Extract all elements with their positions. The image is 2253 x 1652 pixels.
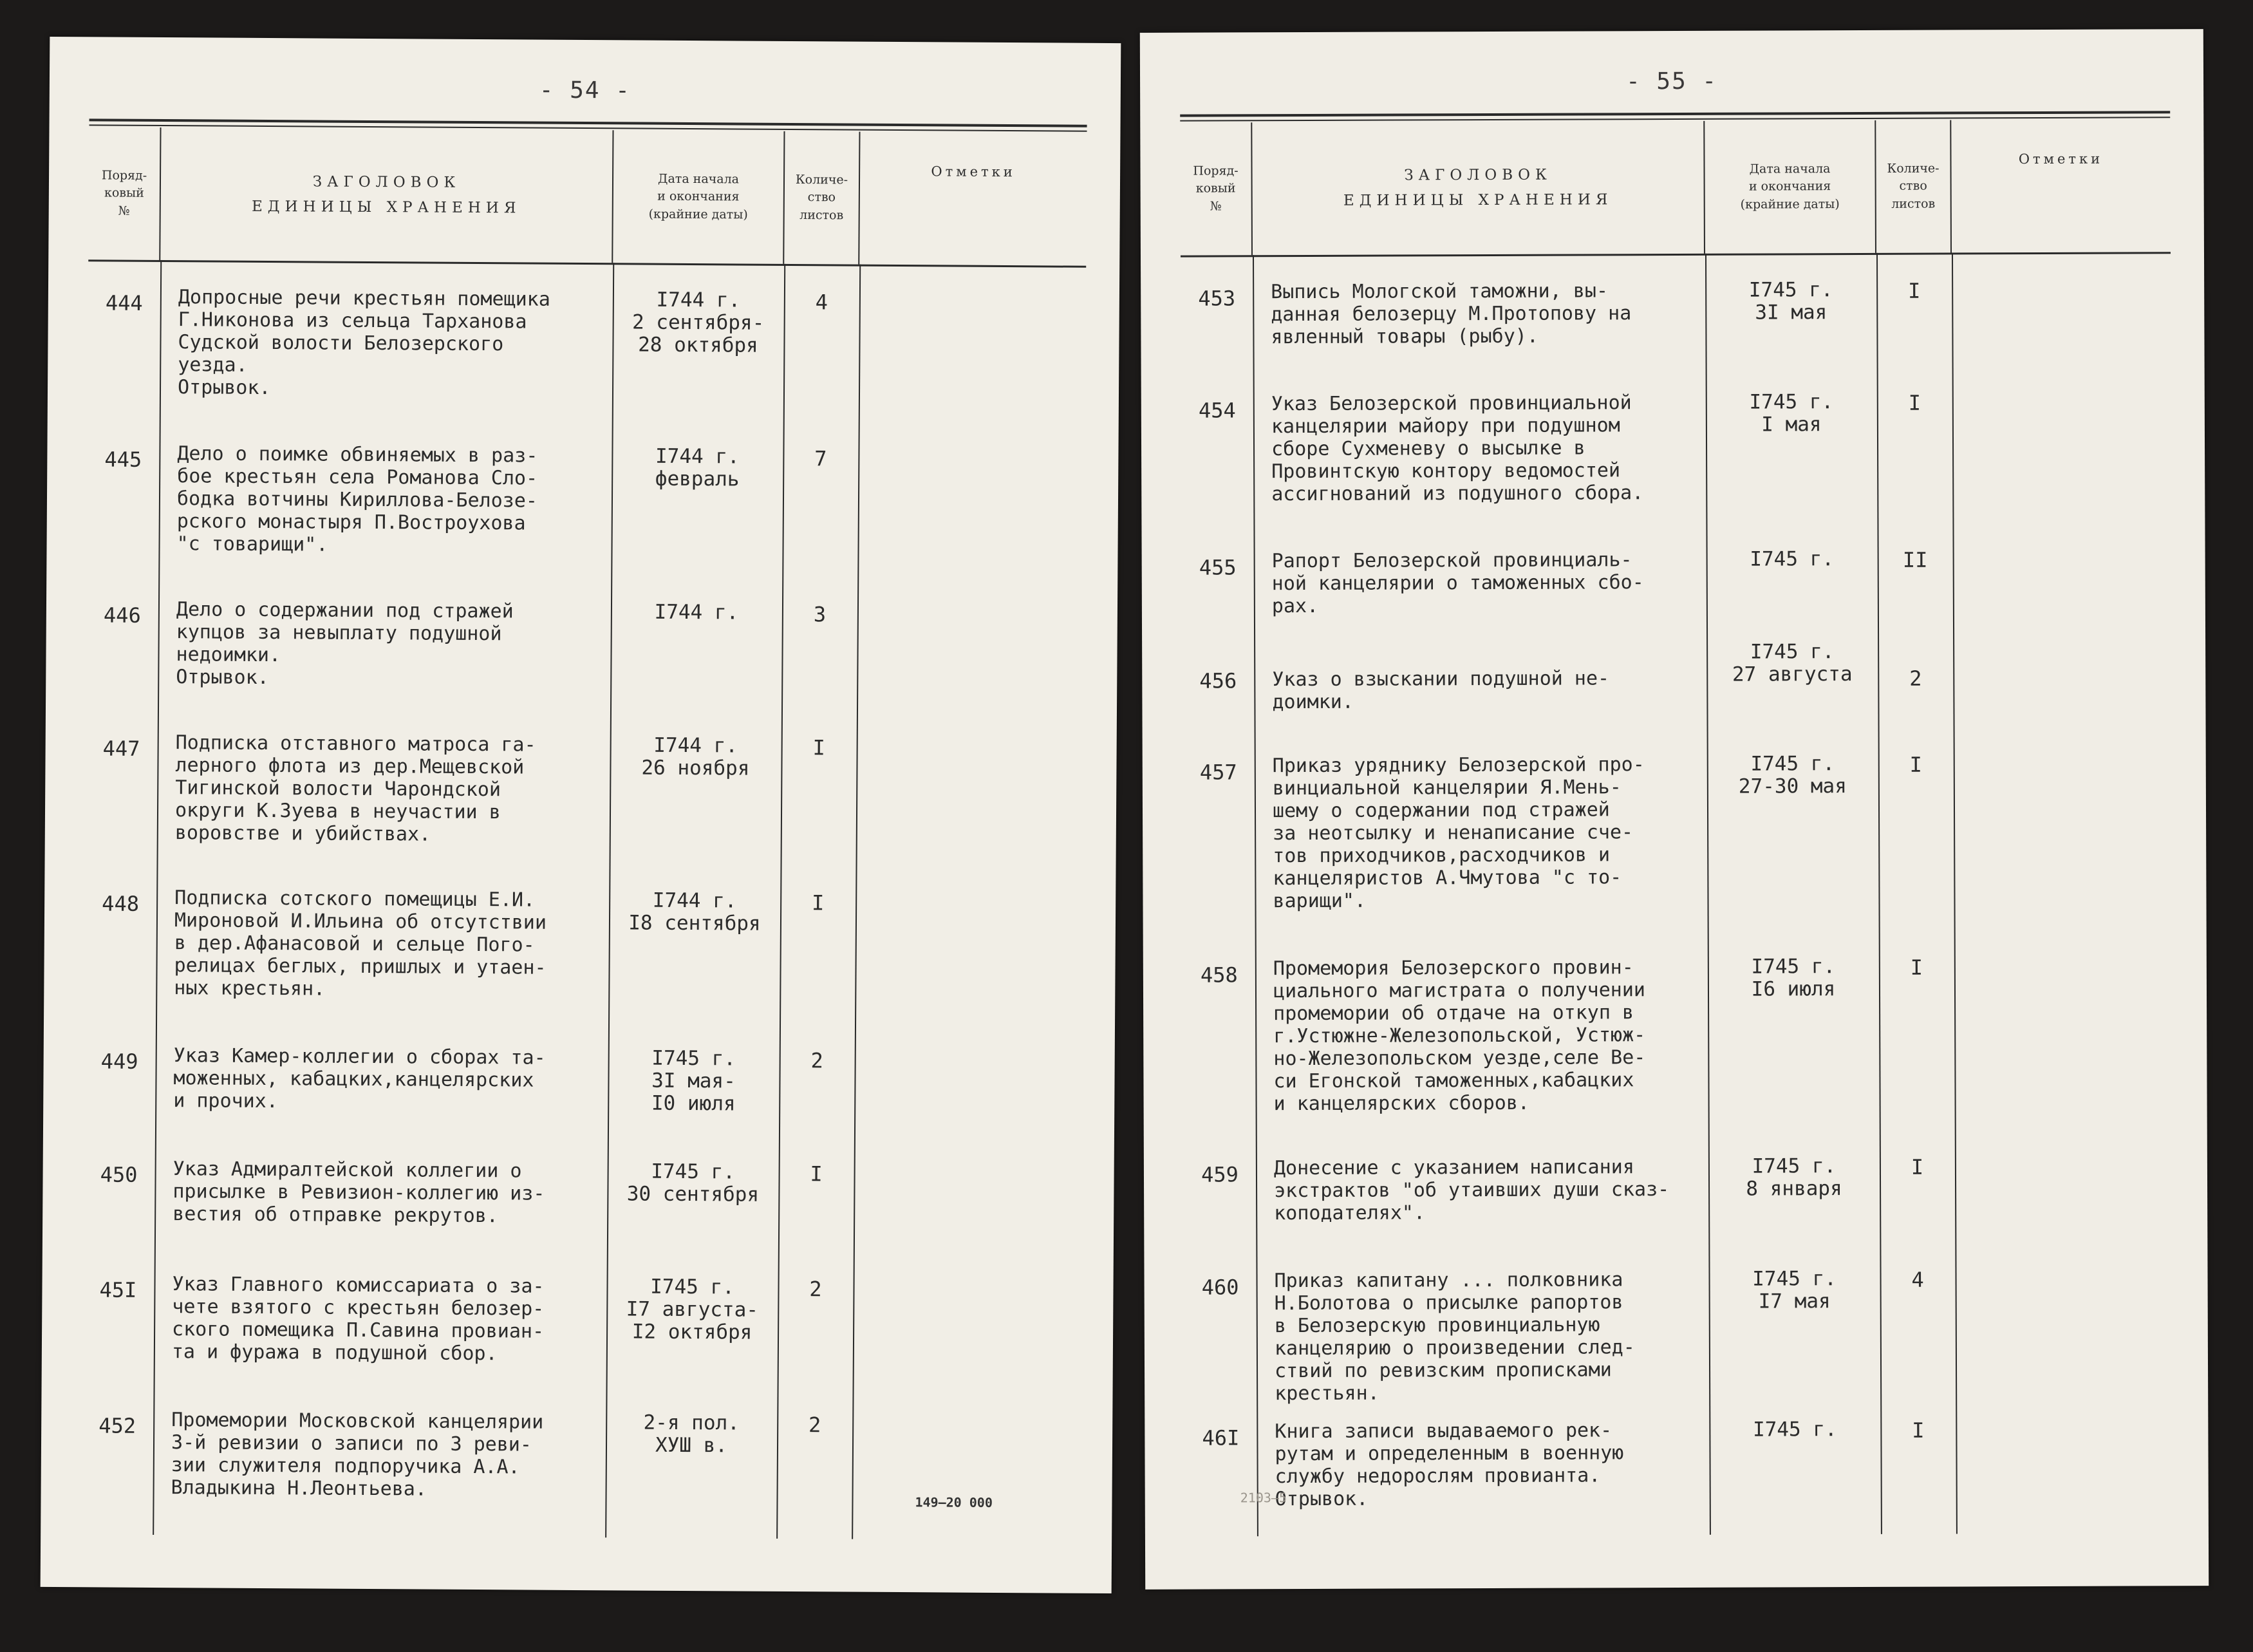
print-run-mark: 149—20 000 — [915, 1494, 993, 1510]
row-number: 456 — [1199, 668, 1237, 693]
row-sheets: 3 — [813, 602, 827, 627]
row-number: 449 — [100, 1049, 138, 1074]
header-dates: Дата начала и окончания (крайние даты) — [1705, 120, 1876, 254]
row-number: 459 — [1201, 1162, 1239, 1187]
row-dates: I745 г. I7 августа- I2 октября — [626, 1275, 759, 1344]
row-number: 444 — [105, 290, 143, 315]
row-sheets: 2 — [809, 1277, 822, 1302]
row-dates: I745 г. I мая — [1749, 390, 1834, 436]
row-dates: I745 г. 27-30 мая — [1738, 752, 1847, 798]
row-sheets: I — [810, 1161, 823, 1187]
row-title: Промемории Московской канцелярии 3-й ревизии о записи по 3 реви- зии служителя подпоручика А.А. Владыкина Н.Леонтьева. — [171, 1409, 544, 1501]
header-sheets: Количе- ство листов — [1876, 120, 1952, 252]
row-title: Указ Камер-коллегии о сборах та- моженных, кабацких,канцелярских и прочих. — [173, 1044, 546, 1113]
page-number: - 55 - — [1625, 68, 1718, 95]
row-title: Подписка сотского помещицы Е.И. Мироновой И.Ильина об отсутствии в дер.Афанасовой и сельце Пого- релицах беглых, пришлых и утаен- ных крестьян. — [174, 887, 547, 1000]
row-number: 447 — [102, 736, 140, 761]
row-sheets: I — [1907, 278, 1921, 303]
row-dates: I744 г. I8 сентября — [628, 888, 761, 935]
row-number: 454 — [1198, 398, 1236, 423]
row-dates: I745 г. — [1752, 1418, 1837, 1441]
row-number: 458 — [1200, 962, 1238, 988]
table-row — [1184, 1266, 2174, 1405]
row-sheets: I — [1908, 390, 1921, 415]
table-row — [82, 1272, 1080, 1368]
header-title: ЗАГОЛОВОК ЕДИНИЦЫ ХРАНЕНИЯ — [1252, 121, 1705, 255]
row-sheets: I — [1911, 1154, 1924, 1179]
row-sheets: 2 — [1909, 666, 1922, 691]
row-title: Книга записи выдаваемого рек- рутам и определенным в военную службу недорослям провианта. Отрывок. — [1275, 1419, 1624, 1511]
table-row — [88, 285, 1086, 404]
table-row — [1183, 751, 2173, 912]
row-sheets: II — [1902, 547, 1928, 572]
row-number: 452 — [98, 1413, 136, 1438]
header-dates: Дата начала и окончания (крайние даты) — [613, 130, 785, 264]
row-sheets: 2 — [808, 1413, 821, 1438]
row-title: Донесение с указанием написания экстрактов "об утаивших души сказ- коподателях". — [1273, 1156, 1670, 1225]
row-sheets: I — [811, 890, 825, 915]
header-title: ЗАГОЛОВОК ЕДИНИЦЫ ХРАНЕНИЯ — [160, 127, 613, 263]
header-num: Поряд- ковый № — [88, 127, 161, 260]
row-dates: I745 г. 8 января — [1746, 1154, 1842, 1201]
row-sheets: 2 — [810, 1048, 823, 1073]
row-title: Дело о поимке обвиняемых в раз- бое крестьян села Романова Сло- бодка вотчины Кириллова-Белозе- рского монастыря П.Востроухова "с товарищи". — [176, 442, 538, 556]
row-dates: I745 г. 3I мая- I0 июля — [651, 1046, 736, 1116]
row-number: 450 — [100, 1162, 138, 1187]
row-sheets: 7 — [814, 446, 827, 471]
row-number: 46I — [1202, 1425, 1240, 1450]
row-number: 457 — [1199, 760, 1237, 785]
row-dates: I745 г. 27 августа — [1732, 640, 1853, 686]
row-title: Указ Главного комиссариата о за- чете взятого с крестьян белозер- ского помещика П.Савина провиан- та и фуража в подушной сбор. — [171, 1273, 545, 1366]
row-title: Допросные речи крестьян помещика Г.Никонова из сельца Тарханова Судской волости Белозерского уезда. Отрывок. — [177, 286, 550, 400]
table-row — [1181, 277, 2171, 348]
row-number: 455 — [1199, 555, 1237, 580]
table-row — [1184, 1154, 2174, 1225]
table-row — [1184, 1417, 2174, 1510]
row-sheets: I — [1912, 1418, 1925, 1443]
header-remarks: Отметки — [931, 164, 1016, 180]
row-title: Указ Белозерской провинциальной канцелярии майору при подушном сборе Сухменеву о высылке в Провинтскую контору ведомостей ассигнований из подушного сбора. — [1271, 391, 1644, 506]
row-dates: I745 г. 30 сентября — [626, 1159, 760, 1206]
left-page — [41, 37, 1121, 1593]
row-number: 460 — [1201, 1275, 1239, 1300]
row-number: 448 — [102, 891, 140, 916]
table-row — [1181, 390, 2172, 505]
row-dates: I744 г. — [654, 600, 739, 624]
row-dates: I744 г. 26 ноября — [641, 733, 750, 780]
row-title: Промемория Белозерского провин- циального магистрата о получении промемории об отдаче на откуп в г.Устюжне-Железопольской, Устюж- но-Железопольском уезде,селе Ве- си Егонской таможенных,кабацких и канцелярских сборов. — [1273, 956, 1646, 1116]
table-row — [1182, 547, 2172, 617]
row-number: 445 — [104, 447, 142, 472]
table-row — [84, 886, 1082, 1004]
header-remarks: Отметки — [2018, 151, 2104, 167]
table-row — [1182, 639, 2172, 713]
table-header — [1180, 119, 2171, 257]
row-sheets: I — [1910, 955, 1923, 980]
table-row — [83, 1044, 1081, 1117]
row-title: Дело о содержании под стражей купцов за невыплату подушной недоимки. Отрывок. — [176, 598, 514, 690]
row-number: 45I — [99, 1277, 137, 1302]
page-number: - 54 - — [539, 77, 631, 104]
table-row — [85, 731, 1083, 849]
row-sheets: I — [812, 735, 825, 760]
header-num: Поряд- ковый № — [1180, 122, 1253, 255]
row-title: Указ о взыскании подушной не- доимки. — [1272, 667, 1610, 714]
row-title: Выпись Мологской таможни, вы- данная белозерцу М.Протопову на явленный товары (рыбу). — [1271, 279, 1632, 349]
table-row — [81, 1408, 1080, 1504]
row-number: 446 — [103, 603, 141, 628]
row-dates: I744 г. февраль — [655, 444, 740, 491]
row-dates: I744 г. 2 сентября- 28 октября — [631, 288, 765, 357]
row-dates: I745 г. — [1750, 547, 1835, 571]
row-title: Приказ капитану ... полковника Н.Болотова о присылке рапортов в Белозерскую провинциальную канцелярию о произведении след- ствий по ревизским прописками крестьян. — [1274, 1268, 1635, 1405]
row-title: Указ Адмиралтейской коллегии о присылке в Ревизион-коллегию из- вестия об отправке рекрутов. — [173, 1158, 545, 1228]
row-sheets: 4 — [815, 290, 828, 315]
table-row — [82, 1157, 1081, 1230]
row-dates: I745 г. 3I мая — [1748, 278, 1833, 324]
table-row — [86, 597, 1084, 693]
row-title: Рапорт Белозерской провинциаль- ной канцелярии о таможенных сбо- рах. — [1271, 549, 1644, 618]
header-sheets: Количе- ство листов — [784, 131, 860, 265]
table-header — [88, 127, 1087, 267]
table-row — [1183, 954, 2174, 1115]
row-dates: I745 г. I7 мая — [1752, 1267, 1837, 1313]
table-row — [86, 442, 1085, 560]
row-title: Приказ уряднику Белозерской про- винциальной канцелярии Я.Мень- шему о содержании под стражей за неотсылку и ненаписание сче- тов приходчиков,расходчиков и канцеляристов А.Чмутова "с то- варищи". — [1272, 753, 1645, 913]
row-number: 453 — [1198, 286, 1236, 311]
row-title: Подписка отставного матроса га- лерного флота из дер.Мещевской Тигинской волости Чарондской округи К.Зуева в неучастии в воровстве и убийствах. — [174, 731, 536, 846]
right-page — [1140, 29, 2209, 1590]
print-run-mark: 2103—5 — [1240, 1490, 1287, 1506]
row-dates: I745 г. I6 июля — [1751, 955, 1836, 1001]
row-sheets: I — [1909, 752, 1922, 777]
row-sheets: 4 — [1911, 1267, 1924, 1292]
row-dates: 2-я пол. ХУШ в. — [643, 1411, 740, 1458]
